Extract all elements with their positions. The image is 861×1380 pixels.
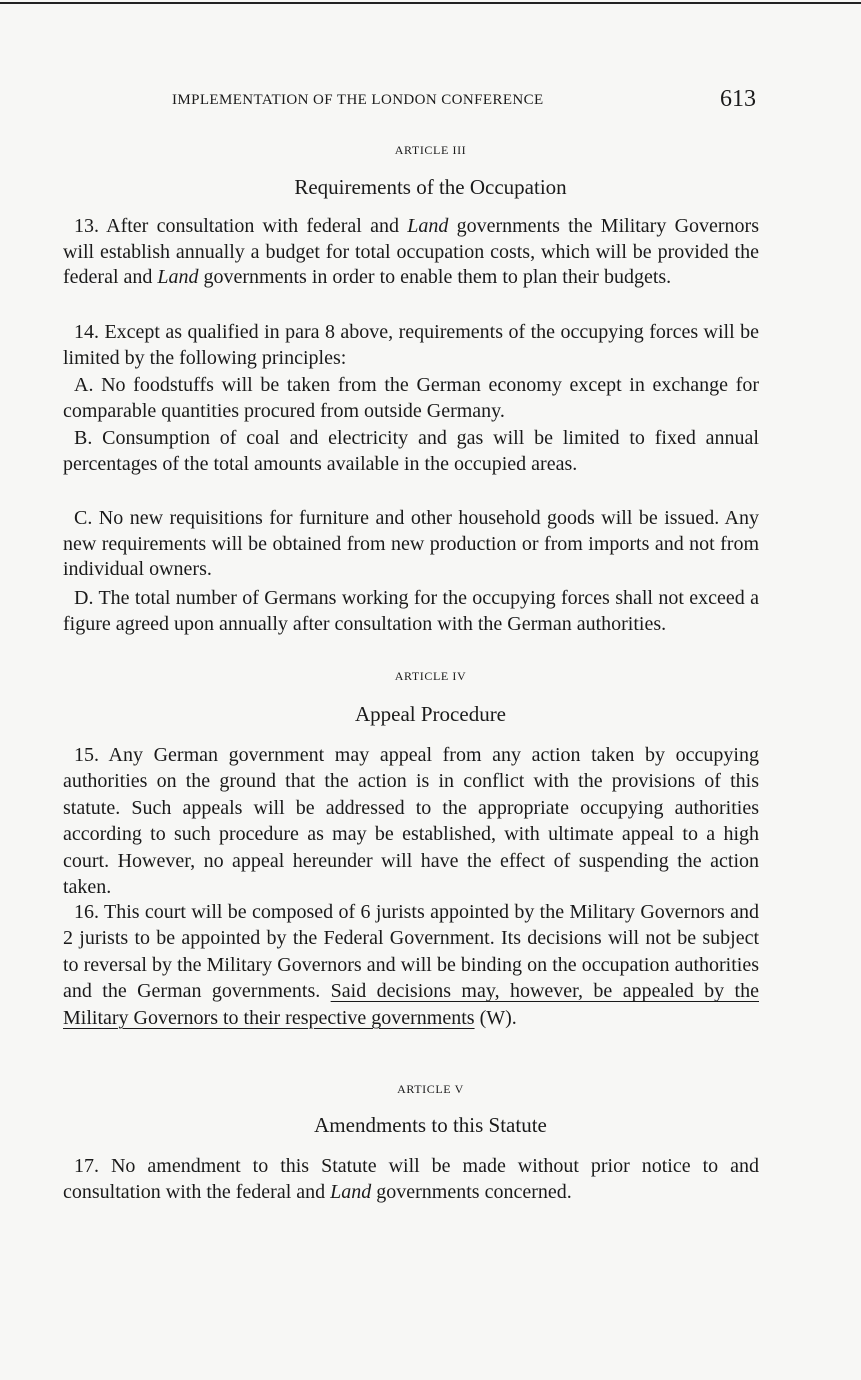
paragraph-13-text: governments the Military Governors will establish annually a budget for total occupation costs, which will be provided the federal and	[63, 215, 759, 289]
paragraph-13-text: governments in order to enable them to plan their budgets.	[198, 266, 672, 289]
article-3-label: ARTICLE III	[394, 143, 467, 157]
principle-a: A. No foodstuffs will be taken from the German economy except in exchange for comparable quantities procured from outside Germany.	[63, 374, 759, 422]
paragraph-14: 14. Except as qualified in para 8 above, requirements of the occupying forces will be limited by the following principles:	[63, 321, 759, 369]
article-4-label: ARTICLE IV	[394, 669, 467, 683]
land-term: Land	[157, 266, 199, 289]
paragraph-16	[63, 899, 759, 1031]
principle-b: B. Consumption of coal and electricity and gas will be limited to fixed annual percentages of the total amounts available in the occupied areas.	[63, 427, 759, 475]
page-number: 613	[720, 86, 756, 112]
paragraph-13	[63, 214, 759, 291]
paragraph-17-text: governments concerned.	[371, 1181, 572, 1203]
paragraph-16-text: 16. This court will be composed of 6 jurists appointed by the Military Governors and 2 jurists to be appointed by the Federal Government. Its decisions will not be subject to reversal by the Military Governors and will be binding on the occupation authorities and the German governments.	[63, 901, 759, 1003]
underlined-passage: Said decisions may, however, be appealed by the Military Governors to their respective governments	[63, 980, 759, 1029]
paragraph-15: 15. Any German government may appeal from any action taken by occupying authorities on the ground that the action is in conflict with the provisions of this statute. Such appeals will be addressed to the appropriate occupying authorities according to such procedure as may be established, with ultimate appeal to a high court. However, no appeal hereunder will have the effect of suspending the action taken.	[63, 744, 759, 899]
land-term: Land	[407, 215, 449, 237]
article-5-label: ARTICLE V	[397, 1082, 464, 1096]
principle-d: D. The total number of Germans working for the occupying forces shall not exceed a figure agreed upon annually after consultation with the German authorities.	[63, 587, 759, 635]
paragraph-13-text: 13. After consultation with federal and	[74, 215, 408, 237]
land-term: Land	[330, 1181, 372, 1203]
article-5-title: Amendments to this Statute	[314, 1113, 547, 1137]
paragraph-17-text: 17. No amendment to this Statute will be made without prior notice to and consultation with the federal and	[63, 1155, 759, 1203]
top-border	[0, 2, 861, 4]
paragraph-16-marker: (W).	[474, 1006, 517, 1029]
paragraph-17	[63, 1153, 759, 1205]
article-3-title: Requirements of the Occupation	[294, 175, 567, 199]
running-title: IMPLEMENTATION OF THE LONDON CONFERENCE	[172, 92, 544, 108]
article-4-title: Appeal Procedure	[354, 702, 507, 726]
principle-c: C. No new requisitions for furniture and other household goods will be issued. Any new requirements will be obtained from new production or from imports and not from individual owners.	[63, 507, 759, 581]
